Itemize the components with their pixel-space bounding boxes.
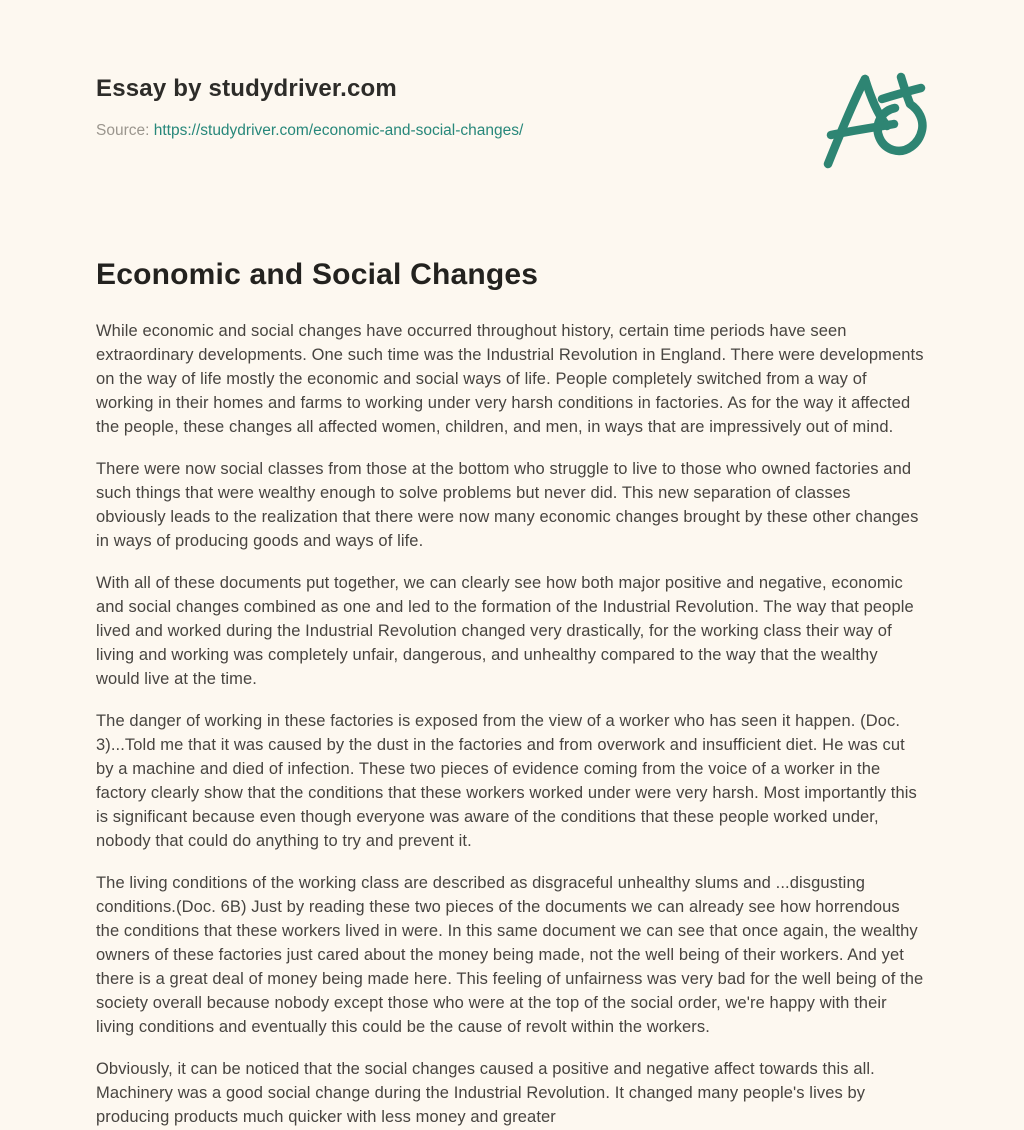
page-header-title: Essay by studydriver.com bbox=[96, 75, 397, 102]
essay-paragraph: The living conditions of the working class are described as disgraceful unhealthy slums and ...disgusting conditions.(Doc. 6B) Just by reading these two pieces of the documents we can already see how horrendous the conditions that these workers lived in were. In this same document we can see that once again, the wealthy owners of these factories just cared about the money being made, not the well being of their workers. And yet there is a great deal of money being made here. This feeling of unfairness was very bad for the well being of the society overall because nobody except those who were at the top of the social order, we're happy with their living conditions and eventually this could be the cause of revolt within the workers. bbox=[96, 874, 924, 1036]
source-line bbox=[96, 121, 924, 141]
essay-paragraph: With all of these documents put together, we can clearly see how both major positive and negative, economic and social changes combined as one and led to the formation of the Industrial Revolution. The way that people lived and worked during the Industrial Revolution changed very drastically, for the working class their way of living and working was completely unfair, dangerous, and unhealthy compared to the way that the wealthy would live at the time. bbox=[96, 574, 914, 688]
essay-body bbox=[96, 319, 924, 1129]
studydriver-a-plus-logo-icon bbox=[818, 60, 934, 172]
source-url-link[interactable]: https://studydriver.com/economic-and-social-changes/ bbox=[153, 122, 524, 139]
essay-paragraph: While economic and social changes have occurred throughout history, certain time periods have seen extraordinary developments. One such time was the Industrial Revolution in England. There were developments on the way of life mostly the economic and social ways of life. People completely switched from a way of working in their homes and farms to working under very harsh conditions in factories. As for the way it affected the people, these changes all affected women, children, and men, in ways that are impressively out of mind. bbox=[96, 322, 924, 436]
essay-title: Economic and Social Changes bbox=[96, 258, 539, 291]
essay-paragraph: There were now social classes from those at the bottom who struggle to live to those who owned factories and such things that were wealthy enough to solve problems but never did. This new separation of classes obviously leads to the realization that there were now many economic changes brought by these other changes in ways of producing goods and ways of life. bbox=[96, 460, 919, 550]
essay-paragraph: The danger of working in these factories is exposed from the view of a worker who has seen it happen. (Doc. 3)...Told me that it was caused by the dust in the factories and from overwork and insufficient diet. He was cut by a machine and died of infection. These two pieces of evidence coming from the voice of a worker in the factory clearly show that the conditions that these workers worked under were very harsh. Most importantly this is significant because even though everyone was aware of the conditions that these people worked under, nobody that could do anything to try and prevent it. bbox=[96, 712, 917, 850]
essay-paragraph: Obviously, it can be noticed that the social changes caused a positive and negative affect towards this all. Machinery was a good social change during the Industrial Revolution. It changed many people's lives by producing products much quicker with less money and greater bbox=[96, 1060, 875, 1126]
source-label: Source: bbox=[96, 122, 150, 139]
